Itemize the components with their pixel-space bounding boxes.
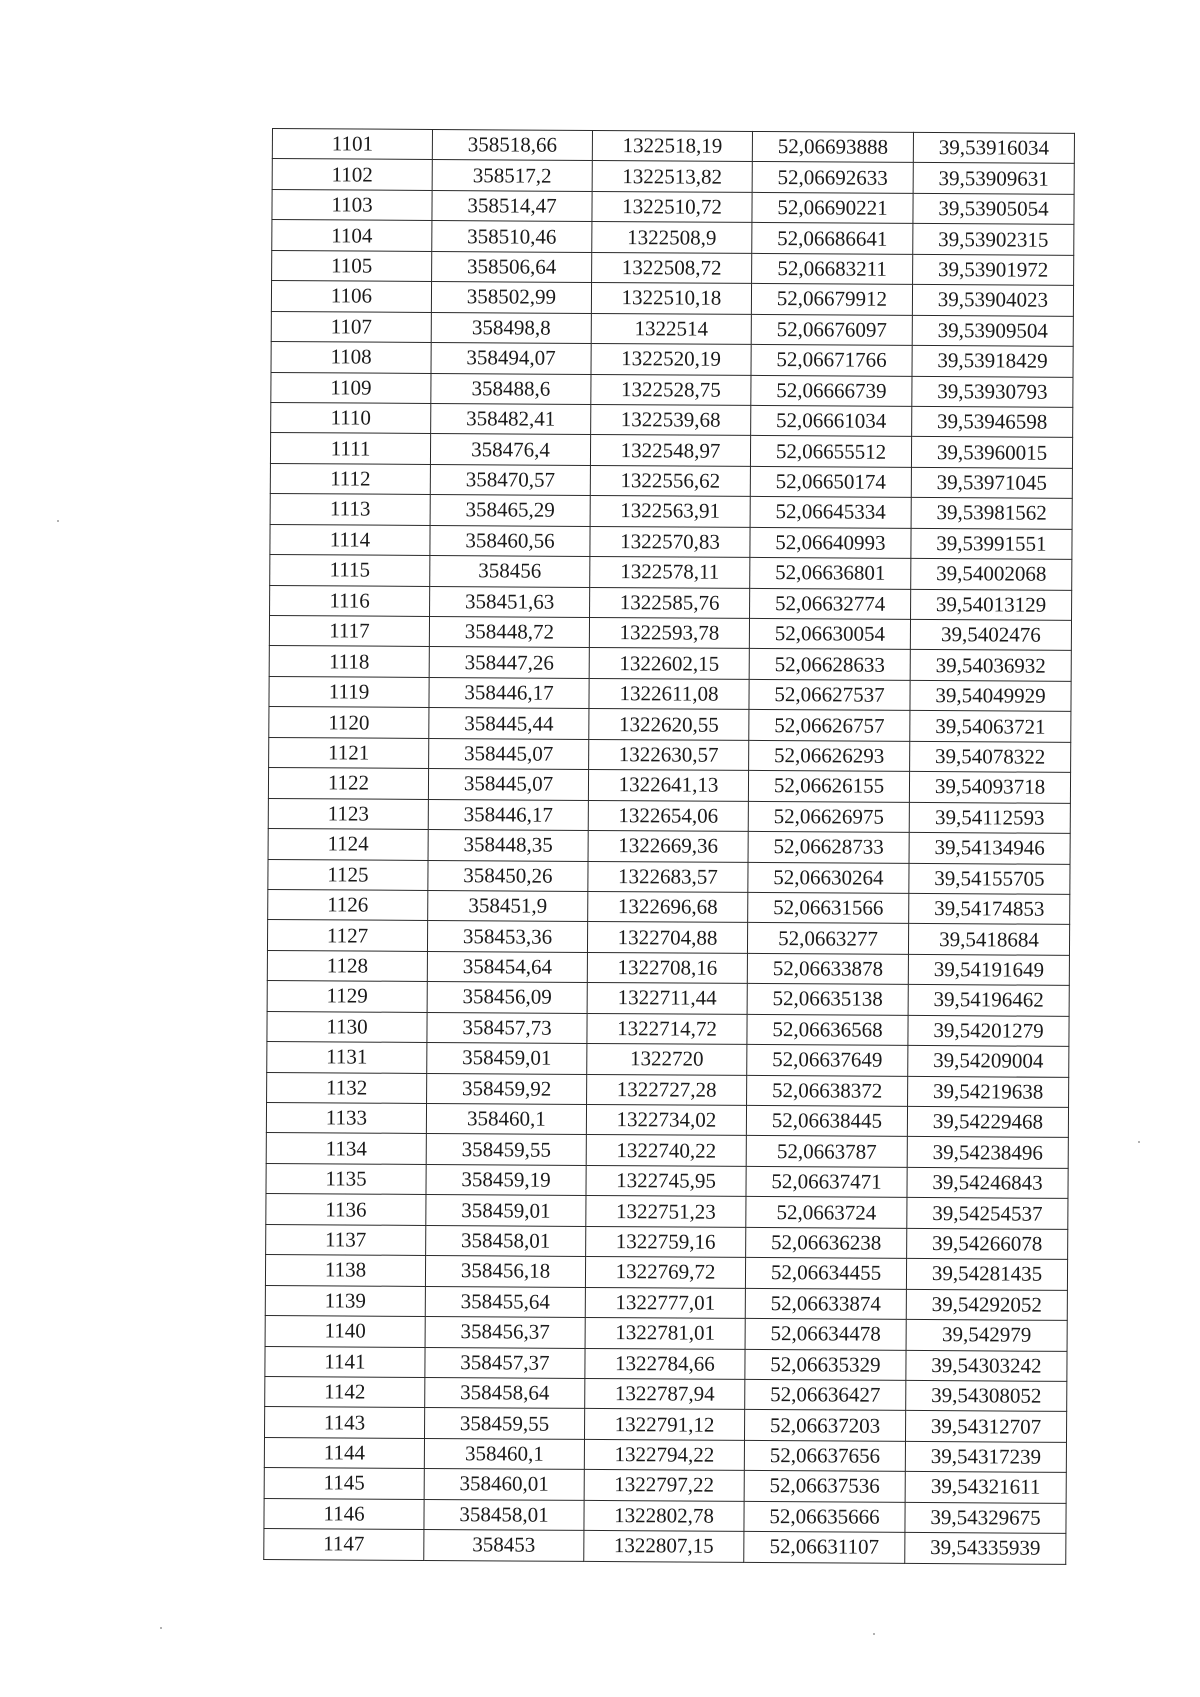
longitude-cell: 39,53981562	[911, 498, 1072, 529]
x-coordinate-cell: 358445,07	[428, 769, 588, 800]
longitude-cell: 39,53946598	[912, 406, 1073, 437]
table-row	[266, 1194, 1068, 1229]
point-number-cell: 1104	[272, 220, 432, 251]
coordinates-table	[263, 128, 1075, 1564]
y-coordinate-cell: 1322759,16	[586, 1226, 746, 1257]
latitude-cell: 52,06626155	[748, 771, 909, 802]
latitude-cell: 52,06630264	[748, 862, 909, 893]
point-number-cell: 1142	[265, 1376, 425, 1407]
point-number-cell: 1123	[268, 798, 428, 829]
y-coordinate-cell: 1322518,19	[592, 130, 752, 161]
longitude-cell: 39,54308052	[906, 1380, 1067, 1411]
x-coordinate-cell: 358453	[424, 1530, 584, 1561]
point-number-cell: 1110	[271, 402, 431, 433]
latitude-cell: 52,06638372	[747, 1075, 908, 1106]
x-coordinate-cell: 358456,37	[425, 1317, 585, 1348]
point-number-cell: 1108	[271, 342, 431, 373]
longitude-cell: 39,54049929	[910, 680, 1071, 711]
latitude-cell: 52,06634455	[745, 1258, 906, 1289]
x-coordinate-cell: 358459,19	[426, 1164, 586, 1195]
point-number-cell: 1111	[270, 433, 430, 464]
table-row	[268, 768, 1070, 803]
point-number-cell: 1131	[267, 1042, 427, 1073]
longitude-cell: 39,53918429	[912, 345, 1073, 376]
table-row	[265, 1285, 1067, 1320]
x-coordinate-cell: 358465,29	[430, 495, 590, 526]
table-row	[267, 1072, 1069, 1107]
y-coordinate-cell: 1322539,68	[591, 404, 751, 435]
x-coordinate-cell: 358470,57	[430, 464, 590, 495]
table-row	[272, 220, 1074, 255]
longitude-cell: 39,54329675	[905, 1502, 1066, 1533]
y-coordinate-cell: 1322802,78	[584, 1500, 744, 1531]
scan-speck	[57, 520, 59, 522]
longitude-cell: 39,53904023	[912, 285, 1073, 316]
latitude-cell: 52,06645334	[750, 497, 911, 528]
longitude-cell: 39,53902315	[913, 224, 1074, 255]
table-row	[269, 676, 1071, 711]
x-coordinate-cell: 358458,01	[424, 1499, 584, 1530]
x-coordinate-cell: 358457,73	[427, 1012, 587, 1043]
y-coordinate-cell: 1322585,76	[590, 587, 750, 618]
x-coordinate-cell: 358459,55	[426, 1134, 586, 1165]
table-row	[269, 707, 1071, 742]
latitude-cell: 52,06636568	[747, 1014, 908, 1045]
point-number-cell: 1103	[272, 189, 432, 220]
longitude-cell: 39,5418684	[908, 924, 1069, 955]
y-coordinate-cell: 1322654,06	[588, 800, 748, 831]
longitude-cell: 39,53960015	[911, 437, 1072, 468]
table-row	[272, 129, 1074, 164]
x-coordinate-cell: 358456,09	[427, 982, 587, 1013]
x-coordinate-cell: 358457,37	[425, 1347, 585, 1378]
y-coordinate-cell: 1322714,72	[587, 1013, 747, 1044]
y-coordinate-cell: 1322508,72	[592, 252, 752, 283]
latitude-cell: 52,06679912	[751, 284, 912, 315]
y-coordinate-cell: 1322514	[591, 313, 751, 344]
x-coordinate-cell: 358448,35	[428, 830, 588, 861]
point-number-cell: 1112	[270, 463, 430, 494]
longitude-cell: 39,54312707	[905, 1411, 1066, 1442]
longitude-cell: 39,54335939	[905, 1533, 1066, 1564]
longitude-cell: 39,54002068	[911, 559, 1072, 590]
table-row	[268, 798, 1070, 833]
latitude-cell: 52,06636238	[746, 1227, 907, 1258]
x-coordinate-cell: 358448,72	[429, 616, 589, 647]
y-coordinate-cell: 1322708,16	[587, 952, 747, 983]
latitude-cell: 52,06635329	[745, 1349, 906, 1380]
latitude-cell: 52,06630054	[749, 618, 910, 649]
y-coordinate-cell: 1322734,02	[586, 1104, 746, 1135]
longitude-cell: 39,54281435	[906, 1259, 1067, 1290]
longitude-cell: 39,54013129	[911, 589, 1072, 620]
point-number-cell: 1121	[269, 737, 429, 768]
latitude-cell: 52,06633878	[747, 953, 908, 984]
table-row	[264, 1437, 1066, 1472]
x-coordinate-cell: 358488,6	[431, 373, 591, 404]
latitude-cell: 52,06692633	[752, 162, 913, 193]
longitude-cell: 39,54036932	[910, 650, 1071, 681]
point-number-cell: 1141	[265, 1346, 425, 1377]
table-row	[270, 524, 1072, 559]
y-coordinate-cell: 1322777,01	[585, 1287, 745, 1318]
y-coordinate-cell: 1322570,83	[590, 526, 750, 557]
point-number-cell: 1114	[270, 524, 430, 555]
latitude-cell: 52,06686641	[752, 223, 913, 254]
y-coordinate-cell: 1322727,28	[587, 1074, 747, 1105]
y-coordinate-cell: 1322510,72	[592, 191, 752, 222]
table-row	[270, 585, 1072, 620]
table-row	[266, 1133, 1068, 1168]
table-row	[271, 311, 1073, 346]
point-number-cell: 1115	[270, 555, 430, 586]
x-coordinate-cell: 358459,92	[427, 1073, 587, 1104]
x-coordinate-cell: 358460,1	[424, 1438, 584, 1469]
y-coordinate-cell: 1322641,13	[588, 770, 748, 801]
longitude-cell: 39,54201279	[908, 1015, 1069, 1046]
longitude-cell: 39,54191649	[908, 954, 1069, 985]
longitude-cell: 39,54078322	[910, 741, 1071, 772]
table-row	[270, 433, 1072, 468]
longitude-cell: 39,54134946	[909, 832, 1070, 863]
longitude-cell: 39,53971045	[911, 467, 1072, 498]
point-number-cell: 1116	[270, 585, 430, 616]
table-row	[267, 981, 1069, 1016]
y-coordinate-cell: 1322794,22	[584, 1439, 744, 1470]
latitude-cell: 52,0663277	[747, 923, 908, 954]
table-row	[265, 1255, 1067, 1290]
x-coordinate-cell: 358455,64	[425, 1286, 585, 1317]
table-row	[269, 737, 1071, 772]
table-row	[271, 342, 1073, 377]
y-coordinate-cell: 1322510,18	[591, 283, 751, 314]
latitude-cell: 52,06626757	[749, 710, 910, 741]
point-number-cell: 1122	[268, 768, 428, 799]
longitude-cell: 39,53991551	[911, 528, 1072, 559]
longitude-cell: 39,53916034	[913, 132, 1074, 163]
y-coordinate-cell: 1322745,95	[586, 1165, 746, 1196]
y-coordinate-cell: 1322548,97	[590, 435, 750, 466]
table-row	[270, 494, 1072, 529]
latitude-cell: 52,06631107	[744, 1532, 905, 1563]
table-row	[265, 1376, 1067, 1411]
latitude-cell: 52,06650174	[750, 466, 911, 497]
x-coordinate-cell: 358514,47	[432, 190, 592, 221]
y-coordinate-cell: 1322807,15	[584, 1531, 744, 1562]
x-coordinate-cell: 358482,41	[431, 403, 591, 434]
y-coordinate-cell: 1322528,75	[591, 374, 751, 405]
x-coordinate-cell: 358458,01	[426, 1225, 586, 1256]
longitude-cell: 39,54219638	[908, 1076, 1069, 1107]
latitude-cell: 52,06632774	[750, 588, 911, 619]
y-coordinate-cell: 1322520,19	[591, 344, 751, 375]
longitude-cell: 39,54196462	[908, 985, 1069, 1016]
latitude-cell: 52,0663787	[746, 1136, 907, 1167]
point-number-cell: 1147	[264, 1529, 424, 1560]
table-row	[267, 1011, 1069, 1046]
latitude-cell: 52,06635666	[744, 1501, 905, 1532]
x-coordinate-cell: 358459,55	[424, 1408, 584, 1439]
point-number-cell: 1105	[272, 250, 432, 281]
point-number-cell: 1132	[267, 1072, 427, 1103]
y-coordinate-cell: 1322513,82	[592, 161, 752, 192]
table-row	[269, 646, 1071, 681]
latitude-cell: 52,06637649	[747, 1045, 908, 1076]
y-coordinate-cell: 1322602,15	[589, 648, 749, 679]
longitude-cell: 39,54238496	[907, 1137, 1068, 1168]
latitude-cell: 52,06671766	[751, 344, 912, 375]
longitude-cell: 39,53909631	[913, 163, 1074, 194]
latitude-cell: 52,06637656	[744, 1440, 905, 1471]
table-row	[272, 250, 1074, 285]
y-coordinate-cell: 1322769,72	[585, 1257, 745, 1288]
y-coordinate-cell: 1322578,11	[590, 557, 750, 588]
latitude-cell: 52,06628633	[749, 649, 910, 680]
point-number-cell: 1143	[265, 1407, 425, 1438]
latitude-cell: 52,06627537	[749, 679, 910, 710]
x-coordinate-cell: 358445,44	[429, 708, 589, 739]
x-coordinate-cell: 358498,8	[431, 312, 591, 343]
point-number-cell: 1128	[267, 950, 427, 981]
x-coordinate-cell: 358460,01	[424, 1469, 584, 1500]
y-coordinate-cell: 1322593,78	[589, 617, 749, 648]
x-coordinate-cell: 358453,36	[427, 921, 587, 952]
longitude-cell: 39,54246843	[907, 1167, 1068, 1198]
longitude-cell: 39,53909504	[912, 315, 1073, 346]
table-row	[268, 859, 1070, 894]
point-number-cell: 1138	[265, 1255, 425, 1286]
point-number-cell: 1117	[269, 615, 429, 646]
latitude-cell: 52,06636801	[750, 558, 911, 589]
latitude-cell: 52,06633874	[745, 1288, 906, 1319]
point-number-cell: 1134	[266, 1133, 426, 1164]
point-number-cell: 1120	[269, 707, 429, 738]
latitude-cell: 52,06637536	[744, 1471, 905, 1502]
longitude-cell: 39,54317239	[905, 1441, 1066, 1472]
latitude-cell: 52,06676097	[751, 314, 912, 345]
scan-speck	[1138, 1141, 1140, 1143]
x-coordinate-cell: 358447,26	[429, 647, 589, 678]
longitude-cell: 39,54292052	[906, 1289, 1067, 1320]
latitude-cell: 52,06640993	[750, 527, 911, 558]
y-coordinate-cell: 1322797,22	[584, 1470, 744, 1501]
y-coordinate-cell: 1322696,68	[588, 891, 748, 922]
point-number-cell: 1140	[265, 1316, 425, 1347]
point-number-cell: 1133	[266, 1102, 426, 1133]
longitude-cell: 39,54155705	[909, 863, 1070, 894]
point-number-cell: 1101	[272, 129, 432, 160]
y-coordinate-cell: 1322620,55	[589, 709, 749, 740]
x-coordinate-cell: 358451,9	[428, 890, 588, 921]
x-coordinate-cell: 358459,01	[426, 1195, 586, 1226]
point-number-cell: 1118	[269, 646, 429, 677]
y-coordinate-cell: 1322711,44	[587, 983, 747, 1014]
point-number-cell: 1135	[266, 1163, 426, 1194]
longitude-cell: 39,53901972	[913, 254, 1074, 285]
point-number-cell: 1124	[268, 829, 428, 860]
y-coordinate-cell: 1322683,57	[588, 861, 748, 892]
y-coordinate-cell: 1322669,36	[588, 831, 748, 862]
x-coordinate-cell: 358494,07	[431, 343, 591, 374]
longitude-cell: 39,54254537	[907, 1198, 1068, 1229]
longitude-cell: 39,5402476	[910, 619, 1071, 650]
longitude-cell: 39,542979	[906, 1319, 1067, 1350]
y-coordinate-cell: 1322787,94	[585, 1378, 745, 1409]
table-row	[269, 615, 1071, 650]
point-number-cell: 1113	[270, 494, 430, 525]
table-row	[271, 402, 1073, 437]
table-row	[267, 920, 1069, 955]
point-number-cell: 1107	[271, 311, 431, 342]
longitude-cell: 39,53930793	[912, 376, 1073, 407]
y-coordinate-cell: 1322720	[587, 1044, 747, 1075]
table-row	[266, 1163, 1068, 1198]
x-coordinate-cell: 358510,46	[432, 221, 592, 252]
y-coordinate-cell: 1322556,62	[590, 465, 750, 496]
point-number-cell: 1119	[269, 676, 429, 707]
x-coordinate-cell: 358460,1	[426, 1103, 586, 1134]
latitude-cell: 52,06628733	[748, 831, 909, 862]
point-number-cell: 1130	[267, 1011, 427, 1042]
table-row	[267, 950, 1069, 985]
x-coordinate-cell: 358451,63	[430, 586, 590, 617]
x-coordinate-cell: 358446,17	[429, 677, 589, 708]
table-row	[270, 555, 1072, 590]
point-number-cell: 1126	[268, 889, 428, 920]
longitude-cell: 39,54093718	[909, 772, 1070, 803]
longitude-cell: 39,54174853	[909, 893, 1070, 924]
x-coordinate-cell: 358502,99	[431, 282, 591, 313]
y-coordinate-cell: 1322751,23	[586, 1196, 746, 1227]
y-coordinate-cell: 1322781,01	[585, 1317, 745, 1348]
latitude-cell: 52,06655512	[750, 436, 911, 467]
longitude-cell: 39,53905054	[913, 193, 1074, 224]
longitude-cell: 39,54303242	[906, 1350, 1067, 1381]
longitude-cell: 39,54321611	[905, 1472, 1066, 1503]
point-number-cell: 1137	[266, 1224, 426, 1255]
point-number-cell: 1129	[267, 981, 427, 1012]
point-number-cell: 1102	[272, 159, 432, 190]
table-row	[266, 1224, 1068, 1259]
y-coordinate-cell: 1322508,9	[592, 222, 752, 253]
y-coordinate-cell: 1322611,08	[589, 678, 749, 709]
latitude-cell: 52,06636427	[745, 1379, 906, 1410]
x-coordinate-cell: 358446,17	[428, 799, 588, 830]
longitude-cell: 39,54063721	[910, 711, 1071, 742]
y-coordinate-cell: 1322784,66	[585, 1348, 745, 1379]
latitude-cell: 52,06690221	[752, 192, 913, 223]
longitude-cell: 39,54229468	[907, 1106, 1068, 1137]
table-row	[264, 1498, 1066, 1533]
latitude-cell: 52,06631566	[748, 892, 909, 923]
y-coordinate-cell: 1322740,22	[586, 1135, 746, 1166]
point-number-cell: 1109	[271, 372, 431, 403]
table-row	[268, 889, 1070, 924]
longitude-cell: 39,54209004	[908, 1046, 1069, 1077]
x-coordinate-cell: 358456	[430, 556, 590, 587]
latitude-cell: 52,06661034	[751, 405, 912, 436]
longitude-cell: 39,54112593	[909, 802, 1070, 833]
table-row	[265, 1346, 1067, 1381]
latitude-cell: 52,06666739	[751, 375, 912, 406]
scan-speck	[160, 1627, 162, 1629]
table-row	[266, 1102, 1068, 1137]
latitude-cell: 52,06637203	[744, 1410, 905, 1441]
latitude-cell: 52,06626975	[748, 801, 909, 832]
table-row	[271, 372, 1073, 407]
latitude-cell: 52,06637471	[746, 1166, 907, 1197]
latitude-cell: 52,0663724	[746, 1197, 907, 1228]
x-coordinate-cell: 358458,64	[425, 1377, 585, 1408]
table-row	[265, 1316, 1067, 1351]
point-number-cell: 1146	[264, 1498, 424, 1529]
table-row	[270, 463, 1072, 498]
y-coordinate-cell: 1322704,88	[587, 922, 747, 953]
latitude-cell: 52,06635138	[747, 984, 908, 1015]
point-number-cell: 1136	[266, 1194, 426, 1225]
table-row	[271, 281, 1073, 316]
table-row	[272, 189, 1074, 224]
y-coordinate-cell: 1322630,57	[589, 739, 749, 770]
x-coordinate-cell: 358456,18	[425, 1256, 585, 1287]
y-coordinate-cell: 1322791,12	[584, 1409, 744, 1440]
latitude-cell: 52,06683211	[752, 253, 913, 284]
x-coordinate-cell: 358518,66	[432, 129, 592, 160]
latitude-cell: 52,06626293	[749, 740, 910, 771]
x-coordinate-cell: 358517,2	[432, 160, 592, 191]
point-number-cell: 1139	[265, 1285, 425, 1316]
point-number-cell: 1125	[268, 859, 428, 890]
latitude-cell: 52,06693888	[752, 131, 913, 162]
scan-speck	[873, 1633, 875, 1635]
table-row	[267, 1042, 1069, 1077]
table-row	[272, 159, 1074, 194]
x-coordinate-cell: 358460,56	[430, 525, 590, 556]
point-number-cell: 1106	[271, 281, 431, 312]
x-coordinate-cell: 358454,64	[427, 951, 587, 982]
x-coordinate-cell: 358506,64	[432, 251, 592, 282]
latitude-cell: 52,06634478	[745, 1318, 906, 1349]
longitude-cell: 39,54266078	[907, 1228, 1068, 1259]
x-coordinate-cell: 358445,07	[429, 738, 589, 769]
table-row	[265, 1407, 1067, 1442]
x-coordinate-cell: 358459,01	[427, 1043, 587, 1074]
point-number-cell: 1144	[264, 1437, 424, 1468]
x-coordinate-cell: 358476,4	[430, 434, 590, 465]
table-row	[264, 1529, 1066, 1564]
table-row	[264, 1468, 1066, 1503]
x-coordinate-cell: 358450,26	[428, 860, 588, 891]
table-row	[268, 829, 1070, 864]
latitude-cell: 52,06638445	[746, 1105, 907, 1136]
point-number-cell: 1127	[267, 920, 427, 951]
point-number-cell: 1145	[264, 1468, 424, 1499]
coordinates-table-body	[264, 129, 1075, 1564]
y-coordinate-cell: 1322563,91	[590, 496, 750, 527]
